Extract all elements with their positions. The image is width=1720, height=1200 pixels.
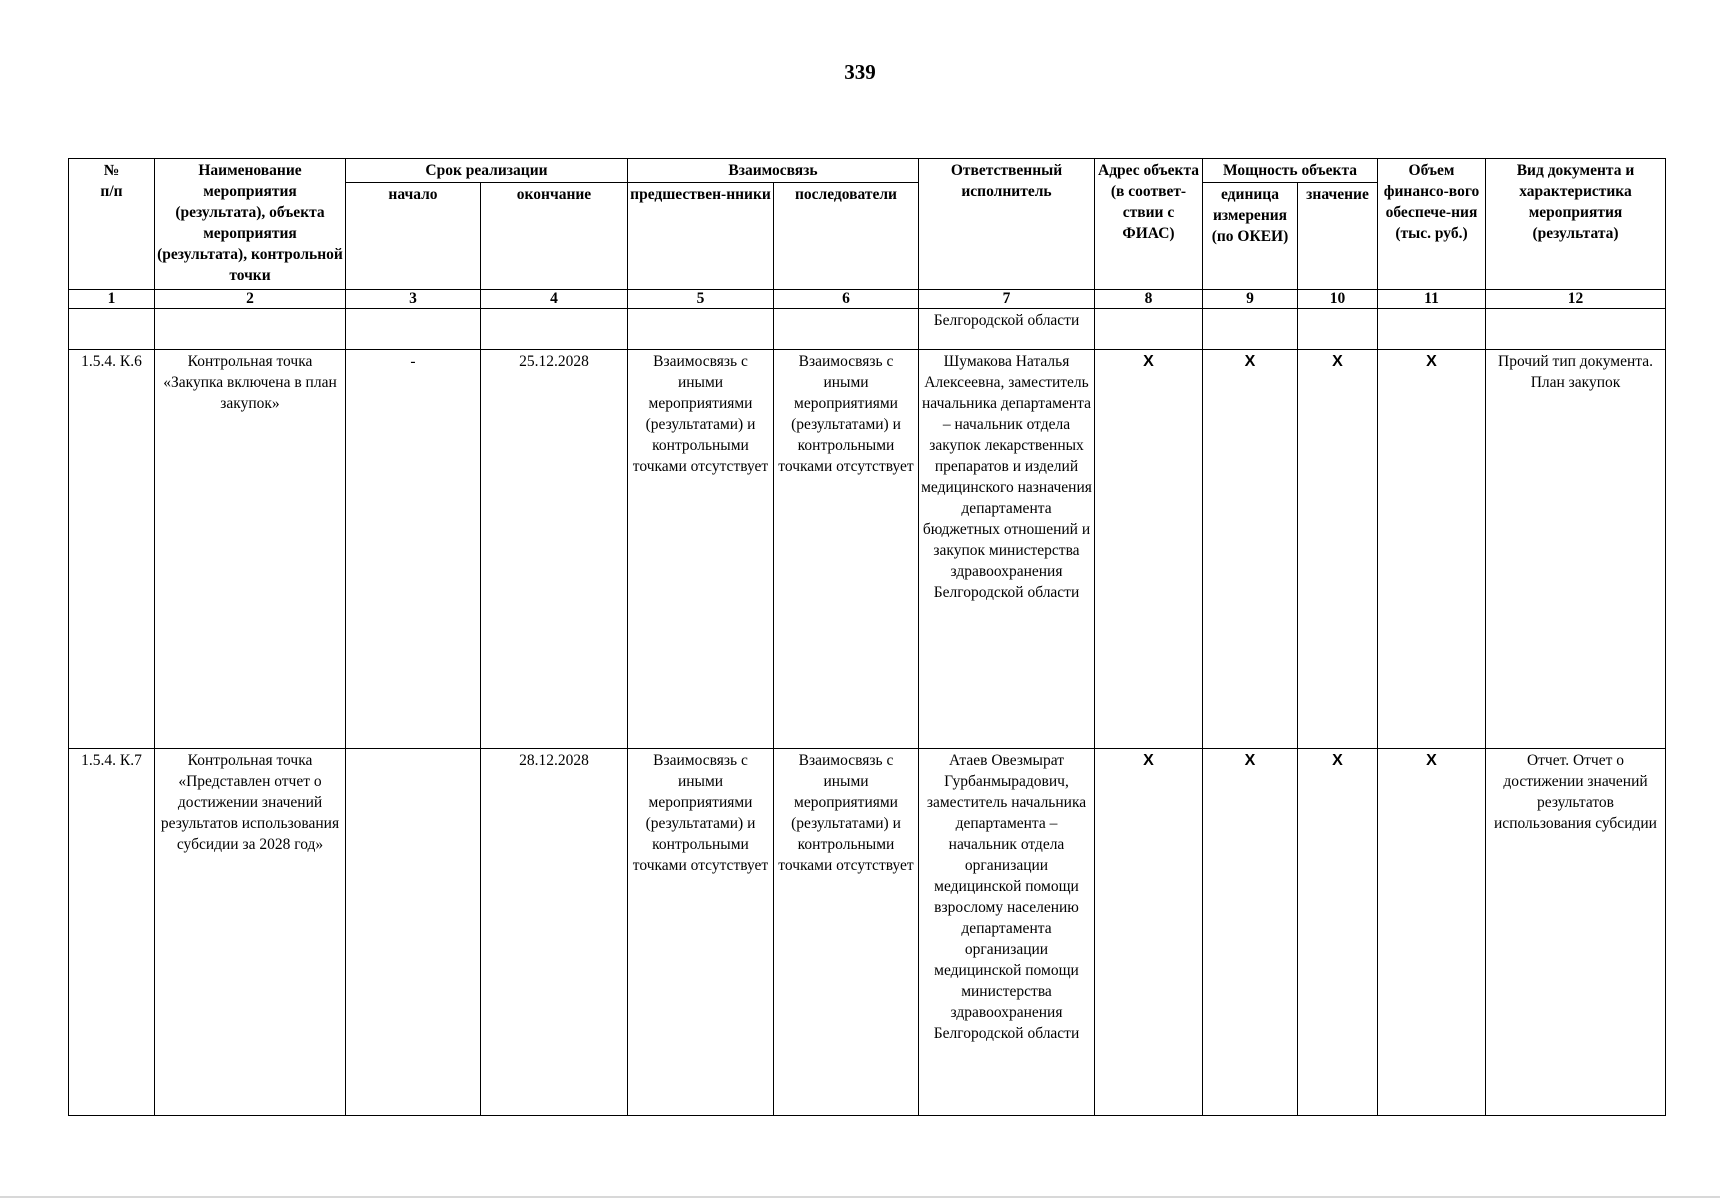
column-number: 8 bbox=[1095, 290, 1203, 309]
cell-end: 25.12.2028 bbox=[481, 350, 628, 749]
cell-empty bbox=[346, 309, 481, 350]
header-row-1 bbox=[69, 159, 1666, 183]
page-number: 339 bbox=[844, 60, 876, 84]
column-number: 1 bbox=[69, 290, 155, 309]
header-link: Взаимосвязь bbox=[628, 159, 919, 183]
cell-num: 1.5.4. К.7 bbox=[69, 749, 155, 1116]
cell-address: X bbox=[1095, 350, 1203, 749]
header-link-prev: предшествен-нники bbox=[628, 183, 774, 290]
cell-empty bbox=[1486, 309, 1666, 350]
cell-name: Контрольная точка «Закупка включена в план закупок» bbox=[155, 350, 346, 749]
plan-table bbox=[68, 158, 1666, 1116]
column-number: 10 bbox=[1298, 290, 1378, 309]
cell-name: Контрольная точка «Представлен отчет о достижении значений результатов использования субсидии за 2028 год» bbox=[155, 749, 346, 1116]
cell-responsible: Белгородской области bbox=[919, 309, 1095, 350]
cell-value: X bbox=[1298, 749, 1378, 1116]
cell-end: 28.12.2028 bbox=[481, 749, 628, 1116]
cell-responsible: Атаев Овезмырат Гурбанмырадович, заместитель начальника департамента – начальник отдела организации медицинской помощи взрослому населению департамента организации медицинской помощи министерства здравоохранения Белгородской области bbox=[919, 749, 1095, 1116]
cell-address: X bbox=[1095, 749, 1203, 1116]
cell-prev: Взаимосвязь с иными мероприятиями (результатами) и контрольными точками отсутствует bbox=[628, 350, 774, 749]
cell-doc-type: Прочий тип документа. План закупок bbox=[1486, 350, 1666, 749]
cell-empty bbox=[1378, 309, 1486, 350]
header-capacity: Мощность объекта bbox=[1203, 159, 1378, 183]
cell-doc-type: Отчет. Отчет о достижении значений результатов использования субсидии bbox=[1486, 749, 1666, 1116]
header-term: Срок реализации bbox=[346, 159, 628, 183]
cell-empty bbox=[1298, 309, 1378, 350]
cell-next: Взаимосвязь с иными мероприятиями (результатами) и контрольными точками отсутствует bbox=[774, 350, 919, 749]
header-name: Наименование мероприятия (результата), объекта мероприятия (результата), контрольной точки bbox=[155, 159, 346, 290]
column-number: 3 bbox=[346, 290, 481, 309]
cell-prev: Взаимосвязь с иными мероприятиями (результатами) и контрольными точками отсутствует bbox=[628, 749, 774, 1116]
cell-finance: X bbox=[1378, 350, 1486, 749]
cell-unit: X bbox=[1203, 749, 1298, 1116]
table-row bbox=[69, 749, 1666, 1116]
cell-empty bbox=[69, 309, 155, 350]
column-number: 4 bbox=[481, 290, 628, 309]
cell-empty bbox=[774, 309, 919, 350]
column-number: 7 bbox=[919, 290, 1095, 309]
table-row-continuation bbox=[69, 309, 1666, 350]
cell-empty bbox=[1095, 309, 1203, 350]
header-finance: Объем финансо-вого обеспече-ния (тыс. руб.) bbox=[1378, 159, 1486, 290]
cell-next: Взаимосвязь с иными мероприятиями (результатами) и контрольными точками отсутствует bbox=[774, 749, 919, 1116]
column-number: 11 bbox=[1378, 290, 1486, 309]
cell-empty bbox=[1203, 309, 1298, 350]
header-doc-type: Вид документа и характеристика мероприятия (результата) bbox=[1486, 159, 1666, 290]
column-number-row bbox=[69, 290, 1666, 309]
header-term-end: окончание bbox=[481, 183, 628, 290]
table-row bbox=[69, 350, 1666, 749]
column-number: 6 bbox=[774, 290, 919, 309]
cell-finance: X bbox=[1378, 749, 1486, 1116]
header-capacity-unit: единица измерения (по ОКЕИ) bbox=[1203, 183, 1298, 290]
column-number: 12 bbox=[1486, 290, 1666, 309]
cell-start bbox=[346, 749, 481, 1116]
cell-empty bbox=[628, 309, 774, 350]
header-term-start: начало bbox=[346, 183, 481, 290]
header-capacity-value: значение bbox=[1298, 183, 1378, 290]
header-address: Адрес объекта (в соответ-ствии с ФИАС) bbox=[1095, 159, 1203, 290]
cell-responsible: Шумакова Наталья Алексеевна, заместитель начальника департамента – начальник отдела закупок лекарственных препаратов и изделий медицинского назначения департамента бюджетных отношений и закупок министерства здравоохранения Белгородской области bbox=[919, 350, 1095, 749]
cell-value: X bbox=[1298, 350, 1378, 749]
header-link-next: последователи bbox=[774, 183, 919, 290]
scan-edge-line bbox=[0, 1196, 1720, 1198]
cell-empty bbox=[155, 309, 346, 350]
cell-num: 1.5.4. К.6 bbox=[69, 350, 155, 749]
column-number: 9 bbox=[1203, 290, 1298, 309]
cell-start: - bbox=[346, 350, 481, 749]
header-responsible: Ответственный исполнитель bbox=[919, 159, 1095, 290]
column-number: 2 bbox=[155, 290, 346, 309]
cell-unit: X bbox=[1203, 350, 1298, 749]
cell-empty bbox=[481, 309, 628, 350]
header-num: № п/п bbox=[69, 159, 155, 290]
column-number: 5 bbox=[628, 290, 774, 309]
